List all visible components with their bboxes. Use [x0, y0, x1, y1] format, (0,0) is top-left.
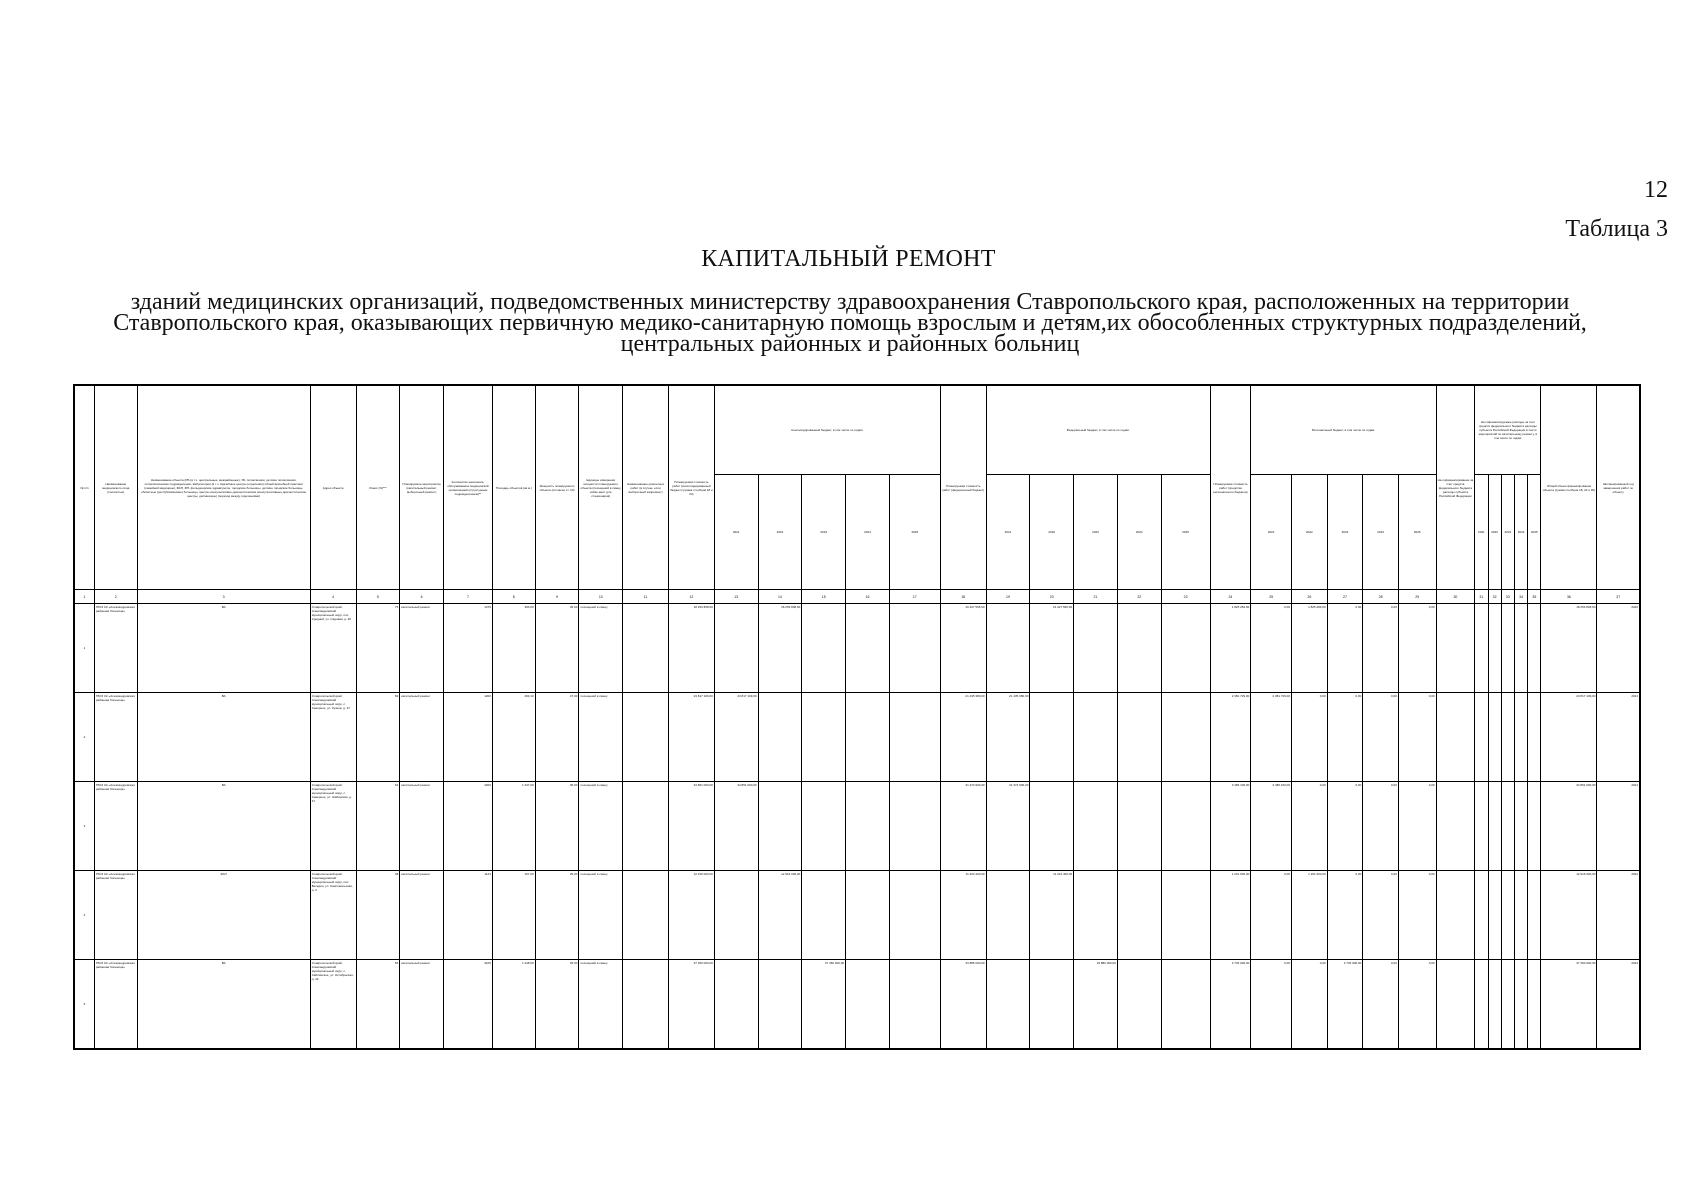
- cell-cofin-year: [1475, 693, 1488, 782]
- cell-reg-year: 0,00: [1292, 782, 1328, 871]
- cell-cofin: [1436, 871, 1475, 960]
- cell-cofin-year: [1528, 693, 1541, 782]
- column-number: 5: [356, 590, 400, 604]
- cell-cofin-year: [1528, 871, 1541, 960]
- cell-fed-year: [1030, 960, 1074, 1050]
- col-header-11: Наименование ремонтных работ (в случае, если выборочный капремонт): [623, 385, 669, 590]
- cell-works: [623, 871, 669, 960]
- cell-unit: посещений в смену: [579, 693, 623, 782]
- cell-cons-year: [802, 604, 846, 693]
- column-number: 29: [1398, 590, 1436, 604]
- cell-wear: 82: [356, 693, 400, 782]
- cell-cons-year: [846, 604, 890, 693]
- cell-works: [623, 782, 669, 871]
- cell-object: ВА: [137, 960, 310, 1050]
- col-header-8: Площадь объектов (кв.м.): [492, 385, 535, 590]
- cell-fed-year: [1030, 782, 1074, 871]
- cell-cons-year: [889, 604, 940, 693]
- column-number: 19: [986, 590, 1030, 604]
- cell-fed-year: [1030, 693, 1074, 782]
- cell-reg-year: 0,00: [1251, 871, 1292, 960]
- cell-no: 2: [74, 693, 94, 782]
- cell-unit: посещений в смену: [579, 871, 623, 960]
- cell-fed-year: [1117, 782, 1161, 871]
- cell-year-end: 2021: [1597, 782, 1640, 871]
- cell-cofin-year: [1528, 782, 1541, 871]
- column-number: 26: [1292, 590, 1328, 604]
- cell-fed-year: [1074, 871, 1118, 960]
- year-header: 2021: [714, 475, 758, 590]
- cell-cons-year: [758, 782, 802, 871]
- year-header: 2024: [1363, 475, 1399, 590]
- cell-cofin-year: [1514, 604, 1527, 693]
- cell-population: 1379: [444, 604, 493, 693]
- cell-cofin: [1436, 693, 1475, 782]
- column-number: 33: [1501, 590, 1514, 604]
- page-number: 12: [1644, 177, 1668, 203]
- cell-population: 3200: [444, 782, 493, 871]
- cell-cofin-year: [1488, 693, 1501, 782]
- cell-cofin-year: [1501, 693, 1514, 782]
- cell-reg-year: 3 736 000,00: [1327, 960, 1363, 1050]
- cell-capacity: 47,00: [535, 693, 579, 782]
- cell-cofin-year: [1475, 782, 1488, 871]
- cell-address: Ставропольский край, Александровский муниципальный округ, пос. Средний, ул. Садовая, д. 36: [310, 604, 356, 693]
- cell-cons-year: [846, 693, 890, 782]
- column-number: 1: [74, 590, 94, 604]
- cell-capacity: 25,00: [535, 871, 579, 960]
- cell-fed-year: [1117, 960, 1161, 1050]
- col-header-31-group: На софинансируемые расходы за счет средств федерального бюджета расходы субъекта Российской Федерации в части мероприятий по капитальному ремонту, в том числе по годам:: [1475, 385, 1541, 475]
- cell-address: Ставропольский край, Александровский муниципальный округ, с. Северное, ул. Кузина, д. 37: [310, 693, 356, 782]
- cell-population: 1200: [444, 693, 493, 782]
- cell-fed-year: 33 886 000,00: [1074, 960, 1118, 1050]
- year-header: 2025: [889, 475, 940, 590]
- cell-reg-year: 0,00: [1327, 693, 1363, 782]
- col-header-12: Планируемая стоимость работ (консолидированный бюджет) (сумма столбцов 18 и 24): [668, 385, 714, 590]
- cell-overall: 18 253 838,60: [1541, 604, 1597, 693]
- cell-fed-year: [1161, 604, 1210, 693]
- year-header: 2021: [1475, 475, 1488, 590]
- col-header-2: Наименование медицинского лица (полностью): [94, 385, 137, 590]
- cell-measure: капитальный ремонт: [400, 693, 444, 782]
- cell-reg-year: 0,00: [1327, 782, 1363, 871]
- col-header-10: Единицы измерения мощности планируемого объекта (посещений в смену, койко-мест для стационаров): [579, 385, 623, 590]
- year-header: 2025: [1398, 475, 1436, 590]
- year-header: 2025: [1528, 475, 1541, 590]
- cell-fed-year: [1117, 604, 1161, 693]
- cell-cofin-year: [1514, 782, 1527, 871]
- cell-org: ГБУЗ СК «Александровская районная больница»: [94, 871, 137, 960]
- column-number: 22: [1117, 590, 1161, 604]
- cell-cofin-year: [1514, 693, 1527, 782]
- cell-address: Ставропольский край, Александровский муниципальный округ, с. Северное, ул. Жабинская, д. 47: [310, 782, 356, 871]
- col-header-9: Мощность планируемого объекта (согласно ст. 10): [535, 385, 579, 590]
- cell-overall: 34 861 000,00: [1541, 782, 1597, 871]
- document-subtitle: зданий медицинских организаций, подведомственных министерству здравоохранения Ставропольского края, расположенных на территории Ставропольского края, оказывающих первичную медико-санитарную помощь взрослым и детям,их обособленных структурных подразделений, центральных районных и районных больниц: [113, 289, 1587, 357]
- col-header-36: Общий объем финансирования объекта (сумма столбцов 18, 24 и 30): [1541, 385, 1597, 590]
- cell-org: ГБУЗ СК «Александровская районная больница»: [94, 693, 137, 782]
- cell-total: 12 916 000,00: [668, 871, 714, 960]
- cell-cofin-year: [1488, 782, 1501, 871]
- cell-reg-year: 0,00: [1363, 960, 1399, 1050]
- cell-cons-year: [714, 604, 758, 693]
- cell-fed-year: [1117, 871, 1161, 960]
- cell-fed-total: 11 624 400,00: [940, 871, 986, 960]
- column-number: 25: [1251, 590, 1292, 604]
- cell-no: 5: [74, 960, 94, 1050]
- year-header: 2024: [1514, 475, 1527, 590]
- table-label: Таблица 3: [1565, 216, 1668, 242]
- cell-measure: капитальный ремонт: [400, 782, 444, 871]
- cell-fed-year: [1161, 782, 1210, 871]
- col-header-37: Запланированный год завершения работ по объекту: [1597, 385, 1640, 590]
- cell-fed-total: 31 374 900,00: [940, 782, 986, 871]
- cell-cofin-year: [1528, 960, 1541, 1050]
- cell-overall: 12 916 000,00: [1541, 871, 1597, 960]
- cell-cofin-year: [1514, 960, 1527, 1050]
- table-row: [74, 693, 1640, 782]
- column-number: 23: [1161, 590, 1210, 604]
- cell-reg-year: 0,00: [1398, 782, 1436, 871]
- cell-cofin-year: [1488, 960, 1501, 1050]
- cell-cofin-year: [1501, 960, 1514, 1050]
- cell-cons-year: [846, 960, 890, 1050]
- cell-fed-year: [986, 604, 1030, 693]
- column-number: 10: [579, 590, 623, 604]
- cell-area: 157,00: [492, 871, 535, 960]
- cell-cofin-year: [1528, 604, 1541, 693]
- cell-object: ВА: [137, 782, 310, 871]
- cell-overall: 37 360 000,00: [1541, 960, 1597, 1050]
- cell-overall: 23 817 109,00: [1541, 693, 1597, 782]
- cell-cons-year: [889, 960, 940, 1050]
- cell-cons-year: [802, 782, 846, 871]
- cell-reg-year: 2 381 729,00: [1251, 693, 1292, 782]
- col-header-13-group: Консолидированный бюджет, в том числе по годам:: [714, 385, 940, 475]
- column-number: 30: [1436, 590, 1475, 604]
- cell-unit: посещений в смену: [579, 782, 623, 871]
- table-row: [74, 871, 1640, 960]
- col-header-18: Планируемая стоимость работ (федеральный бюджет): [940, 385, 986, 590]
- cell-cons-year: [889, 782, 940, 871]
- column-number: 28: [1363, 590, 1399, 604]
- table-row: [74, 782, 1640, 871]
- year-header: 2023: [1327, 475, 1363, 590]
- cell-object: ВА: [137, 693, 310, 782]
- cell-wear: 48: [356, 871, 400, 960]
- cell-no: 1: [74, 604, 94, 693]
- capital-repair-table: [73, 384, 1641, 1050]
- cell-unit: посещений в смену: [579, 604, 623, 693]
- column-number: 24: [1210, 590, 1251, 604]
- cell-cofin-year: [1514, 871, 1527, 960]
- column-number: 7: [444, 590, 493, 604]
- col-header-7: Количество населения, обслуживаемое медицинской организацией (структурным подразделением)**: [444, 385, 493, 590]
- cell-area: 390,00: [492, 604, 535, 693]
- cell-works: [623, 693, 669, 782]
- column-number: 12: [668, 590, 714, 604]
- cell-population: 3105: [444, 960, 493, 1050]
- cell-fed-total: 16 427 565,00: [940, 604, 986, 693]
- cell-works: [623, 960, 669, 1050]
- col-header-30: На софинансирование за счет средств федерального бюджета расходы субъекта Российской Федерации: [1436, 385, 1475, 590]
- cell-reg-total: 1 825 283,60: [1210, 604, 1251, 693]
- cell-cofin-year: [1501, 871, 1514, 960]
- cell-wear: 75: [356, 604, 400, 693]
- col-header-6: Планируемое мероприятие (капитальный ремонт, выборочный ремонт): [400, 385, 444, 590]
- cell-cons-year: [802, 693, 846, 782]
- column-number: 31: [1475, 590, 1488, 604]
- cell-year-end: 2021: [1597, 693, 1640, 782]
- cell-reg-year: 0,00: [1251, 960, 1292, 1050]
- cell-year-end: 2022: [1597, 604, 1640, 693]
- table-row: [74, 960, 1640, 1050]
- cell-capacity: 45,00: [535, 604, 579, 693]
- cell-total: 34 861 000,00: [668, 782, 714, 871]
- table-row: [74, 604, 1640, 693]
- cell-capacity: 45,00: [535, 782, 579, 871]
- cell-cons-year: [758, 960, 802, 1050]
- column-number: 15: [802, 590, 846, 604]
- cell-cofin: [1436, 782, 1475, 871]
- cell-org: ГБУЗ СК «Александровская районная больница»: [94, 960, 137, 1050]
- column-number: 32: [1488, 590, 1501, 604]
- cell-org: ГБУЗ СК «Александровская районная больница»: [94, 604, 137, 693]
- column-number: 17: [889, 590, 940, 604]
- column-number-row: [74, 590, 1640, 604]
- cell-total: 23 817 109,00: [668, 693, 714, 782]
- cell-wear: 64: [356, 782, 400, 871]
- cell-measure: капитальный ремонт: [400, 604, 444, 693]
- column-number: 37: [1597, 590, 1640, 604]
- cell-cons-year: 37 360 000,00: [802, 960, 846, 1050]
- cell-reg-year: 0,00: [1398, 604, 1436, 693]
- col-header-4: Адрес объекта: [310, 385, 356, 590]
- cell-area: 1 237,00: [492, 782, 535, 871]
- column-number: 35: [1528, 590, 1541, 604]
- column-number: 16: [846, 590, 890, 604]
- col-header-25-group: Региональный бюджет, в том числе по годам:: [1251, 385, 1436, 475]
- year-header: 2021: [1251, 475, 1292, 590]
- cell-no: 4: [74, 871, 94, 960]
- cell-cofin-year: [1488, 871, 1501, 960]
- cell-reg-year: 1 825 283,60: [1292, 604, 1328, 693]
- col-header-3: Наименование объекта (РБ (в т.ч. центральные, межрайонные), УБ, поликлиники, детские поликлиники, поликлинические подразделения, амбулатории (в т.ч. врачебные центры (отделения) общей врачебной практики (семейной медицины), ФАП, ФП, фельдшерские здравпункты, городские больницы, детские городские больницы, областные (республиканские) больницы, центры консультативно-диагностические (консультативные диагностические центры, диспансеры) (переход между отделениями): [137, 385, 310, 590]
- column-number: 20: [1030, 590, 1074, 604]
- column-number: 2: [94, 590, 137, 604]
- cell-reg-year: 0,00: [1363, 604, 1399, 693]
- column-number: 11: [623, 590, 669, 604]
- cell-wear: 65: [356, 960, 400, 1050]
- cell-reg-year: 0,00: [1398, 693, 1436, 782]
- column-number: 6: [400, 590, 444, 604]
- col-header-19-group: Федеральный бюджет, в том числе по годам:: [986, 385, 1210, 475]
- cell-reg-total: 3 486 100,00: [1210, 782, 1251, 871]
- cell-cofin-year: [1501, 604, 1514, 693]
- cell-cons-year: 34 861 000,00: [714, 782, 758, 871]
- cell-fed-year: 31 374 900,00: [986, 782, 1030, 871]
- cell-cons-year: [889, 693, 940, 782]
- year-header: 2021: [986, 475, 1030, 590]
- cell-cons-year: [714, 871, 758, 960]
- cell-no: 3: [74, 782, 94, 871]
- year-header: 2024: [1117, 475, 1161, 590]
- col-header-1: № п/п: [74, 385, 94, 590]
- cell-works: [623, 604, 669, 693]
- cell-cons-year: [758, 693, 802, 782]
- cell-reg-year: 0,00: [1398, 871, 1436, 960]
- year-header: 2022: [1030, 475, 1074, 590]
- cell-cons-year: 23 817 109,00: [714, 693, 758, 782]
- cell-cofin-year: [1501, 782, 1514, 871]
- year-header: 2025: [1161, 475, 1210, 590]
- cell-total: 37 360 000,00: [668, 960, 714, 1050]
- header-row-top: [74, 385, 1640, 475]
- cell-cofin-year: [1475, 960, 1488, 1050]
- cell-fed-year: [1074, 604, 1118, 693]
- cell-cofin: [1436, 960, 1475, 1050]
- column-number: 18: [940, 590, 986, 604]
- cell-reg-year: 0,00: [1251, 604, 1292, 693]
- column-number: 27: [1327, 590, 1363, 604]
- cell-population: 1123: [444, 871, 493, 960]
- cell-fed-year: [1074, 693, 1118, 782]
- column-number: 8: [492, 590, 535, 604]
- cell-fed-year: 11 624 400,00: [1030, 871, 1074, 960]
- column-number: 14: [758, 590, 802, 604]
- cell-measure: капитальный ремонт: [400, 871, 444, 960]
- cell-reg-year: 1 291 600,00: [1292, 871, 1328, 960]
- cell-address: Ставропольский край, Александровский муниципальный округ, с. Саблинское, ул. Октябрьская, д. 43: [310, 960, 356, 1050]
- cell-cons-year: [802, 871, 846, 960]
- cell-reg-year: 0,00: [1327, 604, 1363, 693]
- cell-fed-year: 21 435 380,00: [986, 693, 1030, 782]
- cell-cofin-year: [1488, 604, 1501, 693]
- cell-fed-year: [986, 960, 1030, 1050]
- column-number: 9: [535, 590, 579, 604]
- cell-reg-year: 0,00: [1363, 693, 1399, 782]
- cell-capacity: 45,00: [535, 960, 579, 1050]
- cell-unit: посещений в смену: [579, 960, 623, 1050]
- document-title: КАПИТАЛЬНЫЙ РЕМОНТ: [701, 246, 996, 272]
- cell-reg-year: 0,00: [1398, 960, 1436, 1050]
- cell-reg-total: 3 736 000,00: [1210, 960, 1251, 1050]
- cell-reg-year: 3 486 100,00: [1251, 782, 1292, 871]
- cell-fed-year: [1074, 782, 1118, 871]
- cell-cofin-year: [1475, 604, 1488, 693]
- column-number: 13: [714, 590, 758, 604]
- cell-cons-year: [714, 960, 758, 1050]
- column-number: 4: [310, 590, 356, 604]
- cell-cons-year: 18 253 838,60: [758, 604, 802, 693]
- cell-year-end: 2023: [1597, 960, 1640, 1050]
- cell-reg-year: 0,00: [1292, 960, 1328, 1050]
- column-number: 21: [1074, 590, 1118, 604]
- year-header: 2022: [758, 475, 802, 590]
- cell-reg-total: 2 381 729,00: [1210, 693, 1251, 782]
- column-number: 3: [137, 590, 310, 604]
- cell-cofin-year: [1475, 871, 1488, 960]
- cell-reg-year: 0,00: [1292, 693, 1328, 782]
- column-number: 36: [1541, 590, 1597, 604]
- cell-address: Ставропольский край, Александровский муниципальный округ, пос. Беседин, ул. Комсомольская, д. 3: [310, 871, 356, 960]
- cell-reg-year: 0,00: [1327, 871, 1363, 960]
- cell-fed-year: [1161, 693, 1210, 782]
- col-header-24: Планируемая стоимость работ (средства регионального бюджета): [1210, 385, 1251, 590]
- cell-reg-total: 1 291 600,00: [1210, 871, 1251, 960]
- cell-fed-year: 16 427 565,00: [1030, 604, 1074, 693]
- year-header: 2022: [1292, 475, 1328, 590]
- cell-reg-year: 0,00: [1363, 871, 1399, 960]
- cell-cons-year: [846, 782, 890, 871]
- cell-cons-year: [846, 871, 890, 960]
- cell-measure: капитальный ремонт: [400, 960, 444, 1050]
- cell-cons-year: [889, 871, 940, 960]
- year-header: 2022: [1488, 475, 1501, 590]
- cell-fed-total: 21 435 380,00: [940, 693, 986, 782]
- cell-fed-year: [1161, 960, 1210, 1050]
- cell-object: ВА: [137, 604, 310, 693]
- cell-object: ФАП: [137, 871, 310, 960]
- cell-area: 493,10: [492, 693, 535, 782]
- cell-org: ГБУЗ СК «Александровская районная больница»: [94, 782, 137, 871]
- cell-fed-total: 33 886 000,00: [940, 960, 986, 1050]
- cell-fed-year: [1117, 693, 1161, 782]
- column-number: 34: [1514, 590, 1527, 604]
- cell-reg-year: 0,00: [1363, 782, 1399, 871]
- table-body: [74, 590, 1640, 1050]
- cell-fed-year: [1161, 871, 1210, 960]
- year-header: 2024: [846, 475, 890, 590]
- cell-total: 18 253 838,60: [668, 604, 714, 693]
- cell-cofin: [1436, 604, 1475, 693]
- cell-cons-year: 12 916 000,00: [758, 871, 802, 960]
- year-header: 2023: [1501, 475, 1514, 590]
- col-header-5: Износ (%)***: [356, 385, 400, 590]
- year-header: 2023: [1074, 475, 1118, 590]
- cell-fed-year: [986, 871, 1030, 960]
- cell-year-end: 2022: [1597, 871, 1640, 960]
- cell-area: 1 348,00: [492, 960, 535, 1050]
- year-header: 2023: [802, 475, 846, 590]
